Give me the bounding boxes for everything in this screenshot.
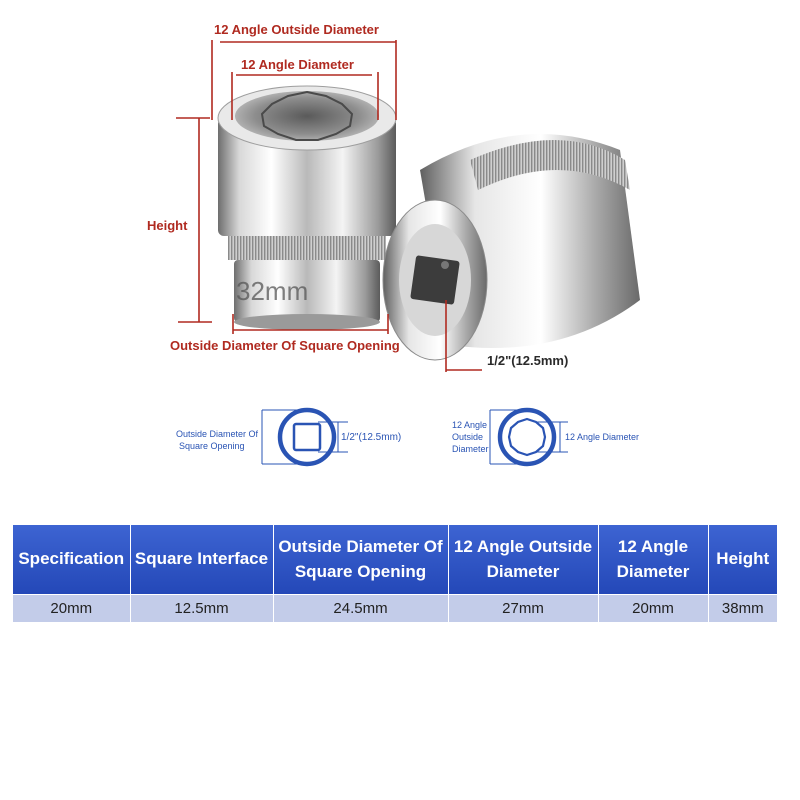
label-drive-size: 1/2"(12.5mm): [487, 353, 569, 368]
header-12-angle-diameter: [598, 525, 708, 595]
header-text: Square Interface: [134, 549, 269, 569]
cell-12-angle-diameter: 20mm: [598, 595, 708, 623]
diagram-left-label-line1: Outside Diameter Of: [176, 429, 259, 439]
diagram-left-label: [176, 428, 258, 452]
twelve-point-diagram: [490, 410, 568, 464]
diagram-right-dimension: 12 Angle Diameter: [565, 432, 640, 442]
table-row: [13, 595, 777, 623]
header-text-line2: Diameter: [486, 561, 560, 581]
socket-marking: 32mm: [236, 276, 309, 306]
label-height: Height: [147, 218, 188, 233]
header-12-angle-outside-diameter: [448, 525, 598, 595]
header-specification: [13, 525, 130, 595]
header-square-interface: [130, 525, 273, 595]
header-height: [708, 525, 777, 595]
cell-specification: 20mm: [13, 595, 130, 623]
header-text-line1: 12 Angle: [617, 536, 689, 556]
header-text-line2: Diameter: [616, 561, 690, 581]
label-12-angle-diameter: 12 Angle Diameter: [241, 57, 354, 72]
header-text-line1: Outside Diameter Of: [278, 536, 443, 556]
header-text-line1: 12 Angle Outside: [453, 536, 593, 556]
cell-height: 38mm: [708, 595, 777, 623]
specification-table: [13, 525, 777, 622]
diagram-right-label-line3: Diameter: [452, 444, 489, 454]
cell-square-opening: 24.5mm: [273, 595, 448, 623]
cell-12-angle-outside-diameter: 27mm: [448, 595, 598, 623]
diagram-left-dimension: 1/2"(12.5mm): [341, 432, 402, 443]
header-text: Specification: [18, 549, 125, 569]
diagram-left-label-line2: Square Opening: [179, 441, 245, 451]
header-square-opening: [273, 525, 448, 595]
label-12-angle-outside-diameter: 12 Angle Outside Diameter: [214, 22, 379, 37]
diagram-right-label-line1: 12 Angle: [452, 420, 488, 430]
header-text: Height: [716, 549, 770, 569]
table-header-row: [13, 525, 777, 595]
label-square-opening: Outside Diameter Of Square Opening: [170, 338, 400, 353]
cell-square-interface: 12.5mm: [130, 595, 273, 623]
header-text-line2: Square Opening: [294, 561, 427, 581]
diagram-right-label-line2: Outside: [452, 432, 484, 442]
square-drive-diagram: [262, 410, 348, 464]
diagram-right-label: [452, 419, 489, 455]
